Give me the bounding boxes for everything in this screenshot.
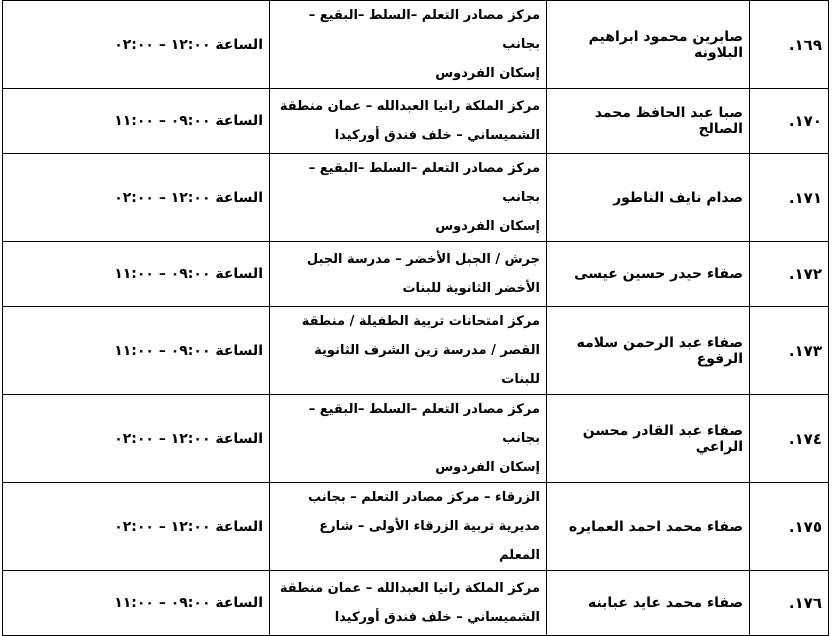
exam-location-line-2: الشميساني – خلف فندق أوركيدا bbox=[334, 610, 540, 625]
row-number: ١٧٢. bbox=[750, 242, 829, 307]
table-row bbox=[3, 395, 829, 483]
exam-location bbox=[270, 395, 547, 483]
candidate-name: صبا عبد الحافظ محمد الصالح bbox=[547, 89, 750, 154]
exam-time: الساعة ١٢:٠٠ – ٠٢:٠٠ bbox=[3, 483, 270, 571]
exam-time: الساعة ٠٩:٠٠ – ١١:٠٠ bbox=[3, 242, 270, 307]
exam-location bbox=[270, 89, 547, 154]
exam-location-line-1: مركز مصادر التعلم –السلط –البقيع –بجانب bbox=[308, 8, 540, 52]
schedule-table bbox=[2, 0, 829, 636]
exam-time: الساعة ١٢:٠٠ – ٠٢:٠٠ bbox=[3, 395, 270, 483]
exam-location-line-1: مركز مصادر التعلم –السلط –البقيع –بجانب bbox=[308, 402, 540, 446]
row-number: ١٧٥. bbox=[750, 483, 829, 571]
table-row bbox=[3, 483, 829, 571]
table-row bbox=[3, 154, 829, 242]
table-row bbox=[3, 242, 829, 307]
exam-location bbox=[270, 242, 547, 307]
candidate-name: صفاء عبد الرحمن سلامه الرفوع bbox=[547, 307, 750, 395]
exam-location-line-1: مركز الملكة رانيا العبدالله – عمان منطقة bbox=[279, 581, 540, 596]
exam-time: الساعة ٠٩:٠٠ – ١١:٠٠ bbox=[3, 307, 270, 395]
table-row bbox=[3, 89, 829, 154]
table-row bbox=[3, 571, 829, 636]
exam-location-line-1: مركز امتحانات تربية الطفيلة / منطقة bbox=[301, 314, 540, 329]
exam-time: الساعة ١٢:٠٠ – ٠٢:٠٠ bbox=[3, 154, 270, 242]
exam-location bbox=[270, 154, 547, 242]
candidate-name: صدام نايف الناطور bbox=[547, 154, 750, 242]
candidate-name: صفاء محمد احمد العمايره bbox=[547, 483, 750, 571]
exam-time: الساعة ٠٩:٠٠ – ١١:٠٠ bbox=[3, 89, 270, 154]
exam-location bbox=[270, 483, 547, 571]
schedule-table-body bbox=[3, 1, 829, 636]
exam-location-line-2: إسكان الفردوس bbox=[435, 66, 540, 81]
exam-location-line-2: إسكان الفردوس bbox=[435, 460, 540, 475]
exam-location bbox=[270, 571, 547, 636]
candidate-name: صفاء عبد القادر محسن الراعي bbox=[547, 395, 750, 483]
exam-location-line-1: جرش / الجبل الأخضر – مدرسة الجبل bbox=[306, 252, 540, 267]
exam-location-line-2: إسكان الفردوس bbox=[435, 219, 540, 234]
candidate-name: صفاء حيدر حسين عيسى bbox=[547, 242, 750, 307]
exam-location-line-2: الأخضر الثانوية للبنات bbox=[402, 281, 540, 296]
table-row bbox=[3, 307, 829, 395]
exam-location-line-2: مديرية تربية الزرقاء الأولى – شارع المعلم bbox=[319, 519, 540, 563]
exam-location-line-1: مركز الملكة رانيا العبدالله – عمان منطقة bbox=[279, 99, 540, 114]
row-number: ١٧٦. bbox=[750, 571, 829, 636]
exam-location bbox=[270, 1, 547, 89]
row-number: ١٧١. bbox=[750, 154, 829, 242]
exam-time: الساعة ١٢:٠٠ – ٠٢:٠٠ bbox=[3, 1, 270, 89]
row-number: ١٧٤. bbox=[750, 395, 829, 483]
row-number: ١٦٩. bbox=[750, 1, 829, 89]
exam-time: الساعة ٠٩:٠٠ – ١١:٠٠ bbox=[3, 571, 270, 636]
exam-location-line-1: الزرقاء – مركز مصادر التعلم – بجانب bbox=[307, 490, 540, 505]
candidate-name: صابرين محمود ابراهيم البلاونه bbox=[547, 1, 750, 89]
row-number: ١٧٠. bbox=[750, 89, 829, 154]
exam-location-line-1: مركز مصادر التعلم –السلط –البقيع –بجانب bbox=[308, 161, 540, 205]
row-number: ١٧٣. bbox=[750, 307, 829, 395]
exam-location-line-2: القصر / مدرسة زين الشرف الثانوية للبنات bbox=[314, 343, 540, 387]
candidate-name: صفاء محمد عايد عبابنه bbox=[547, 571, 750, 636]
table-row bbox=[3, 1, 829, 89]
exam-location bbox=[270, 307, 547, 395]
exam-location-line-2: الشميساني – خلف فندق أوركيدا bbox=[334, 128, 540, 143]
